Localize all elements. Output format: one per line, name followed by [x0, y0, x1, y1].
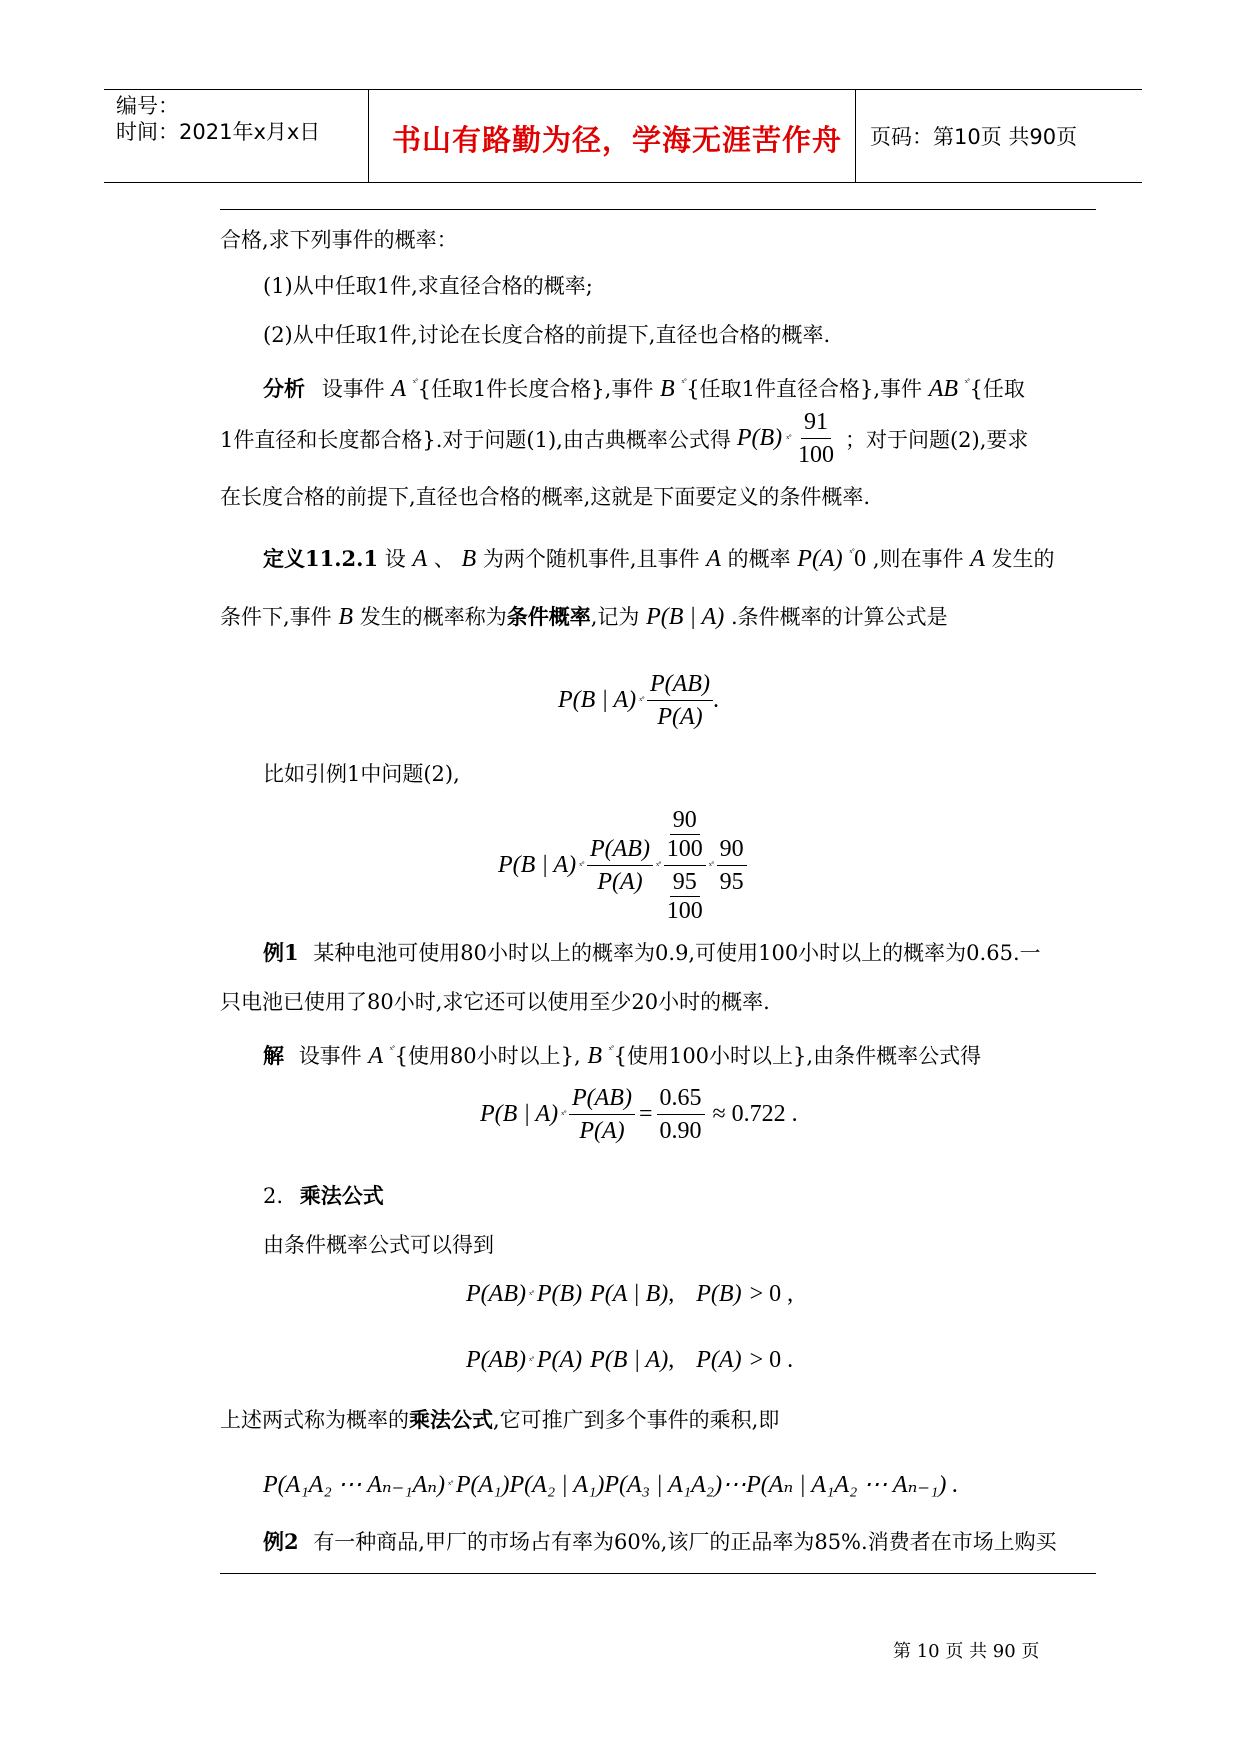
equal-glyph: ˣ˚ — [849, 547, 855, 559]
example-2-label: 例2 — [263, 1529, 299, 1554]
analysis-line-1 — [263, 369, 1025, 403]
math-PA: P(A) — [797, 546, 843, 572]
def2-text-4: .条件概率的计算公式是 — [730, 605, 948, 629]
mult-text-1: 上述两式称为概率的 — [220, 1408, 409, 1432]
equal-glyph: ˣ˚ — [708, 859, 714, 872]
definition-line-1 — [263, 539, 1055, 573]
comma: , — [668, 1281, 675, 1307]
content-top-rule — [220, 209, 1096, 210]
header-divider-left — [368, 89, 369, 182]
mult-explanation — [220, 1406, 779, 1434]
equal-glyph: ˣ˚ — [579, 859, 584, 872]
math-PAB: P(AB) — [466, 1347, 526, 1373]
example-1-label: 例1 — [263, 940, 299, 965]
term-multiplication-formula: 乘法公式 — [409, 1407, 493, 1432]
solution-label: 解 — [263, 1043, 284, 1068]
greater-than-zero: > 0 , — [749, 1281, 794, 1307]
compound-numerator — [664, 806, 706, 866]
event-B: B — [461, 546, 477, 572]
event-A: A — [412, 546, 428, 572]
math-PBgA: P(B | A) — [590, 1347, 669, 1373]
example-1-text: 某种电池可使用80小时以上的概率为0.9,可使用100小时以上的概率为0.65.一 — [313, 941, 1041, 965]
analysis-text-4: {任取 — [969, 377, 1025, 401]
header-bottom-rule — [104, 182, 1142, 183]
event-A: A — [368, 1043, 384, 1069]
def-text-4: 的概率 — [727, 547, 791, 571]
mult-text-2: ,它可推广到多个事件的乘积,即 — [493, 1408, 780, 1432]
analysis-line-3: 在长度合格的前提下,直径也合格的概率,这就是下面要定义的条件概率. — [220, 485, 871, 509]
fraction-065-090 — [657, 1084, 705, 1145]
math-PB: P(B) — [696, 1281, 742, 1307]
denominator: P(A) — [579, 1118, 625, 1144]
formula-chain — [263, 1470, 958, 1499]
compound-denominator — [664, 866, 706, 925]
event-A: A — [391, 376, 407, 402]
section-2-title: 乘法公式 — [299, 1183, 384, 1208]
section-2-heading — [263, 1182, 384, 1210]
math-PAgB: P(A | B) — [590, 1281, 669, 1307]
def-text-3: 为两个随机事件,且事件 — [482, 547, 700, 571]
example-2-line — [263, 1528, 1057, 1556]
denominator: 100 — [797, 442, 834, 468]
question-2: (2)从中任取1件,讨论在长度合格的前提下,直径也合格的概率. — [263, 323, 831, 347]
solution-line — [263, 1036, 981, 1070]
analysis-text-3: {任取1件直径合格},事件 — [686, 377, 922, 401]
body-line-1: 合格,求下列事件的概率： — [220, 228, 458, 252]
header-time-label: 时间：2021年x月x日 — [116, 120, 321, 144]
comma: , — [668, 1347, 675, 1373]
math-PBgA: P(B | A) — [498, 852, 577, 878]
math-PB: P(B) — [736, 425, 783, 451]
event-B: B — [587, 1043, 603, 1069]
example-2-text: 有一种商品,甲厂的市场占有率为60%,该厂的正品率为85%.消费者在市场上购买 — [313, 1530, 1057, 1554]
numerator: 91 — [801, 408, 831, 439]
formula-example — [498, 806, 747, 925]
analysis2-text-1: 1件直径和长度都合格}.对于问题(1),由古典概率公式得 — [220, 427, 731, 452]
math-PA: P(A) — [536, 1347, 583, 1373]
math-chain-lhs: P(A₁A₂ ⋯ Aₙ₋₁Aₙ) — [263, 1472, 446, 1498]
definition-line-2 — [220, 603, 948, 631]
approx-result: ≈ 0.722 . — [712, 1101, 798, 1127]
fraction-PAB-PA — [569, 1084, 635, 1145]
math-PBgA: P(B | A) — [480, 1101, 559, 1127]
numerator: P(AB) — [587, 835, 653, 866]
formula-conditional — [558, 670, 719, 731]
analysis-label: 分析 — [263, 376, 305, 401]
compound-fraction — [664, 806, 706, 925]
event-B: B — [660, 376, 675, 402]
denominator: P(A) — [597, 869, 643, 895]
fraction-90-95 — [717, 835, 747, 896]
analysis-text-1: 设事件 — [321, 377, 385, 401]
denominator: 100 — [666, 898, 703, 924]
equal-glyph: ˣ˚ — [412, 377, 418, 389]
fraction-91-100 — [795, 408, 837, 469]
denominator: 0.90 — [659, 1118, 702, 1144]
fraction-PAB-PA — [587, 835, 653, 896]
sol-text-1: 设事件 — [298, 1044, 362, 1068]
analysis2-text-2: ；对于问题(2),要求 — [844, 427, 1029, 452]
header-top-rule — [104, 89, 1142, 90]
equal-glyph: ˣ˚ — [608, 1044, 614, 1056]
def2-text-2: 发生的概率称为 — [359, 605, 507, 629]
denominator: 95 — [719, 869, 744, 895]
example-reference: 比如引例1中问题(2), — [263, 762, 460, 786]
header-number-label: 编号： — [116, 94, 179, 118]
numerator: 90 — [670, 806, 700, 835]
header-divider-right — [855, 89, 856, 182]
def2-text-1: 条件下,事件 — [220, 605, 332, 629]
equal-glyph: ˣ˚ — [964, 377, 970, 389]
fraction-PAB-PA — [647, 670, 713, 731]
section-2-number: 2. — [263, 1184, 284, 1208]
equal-glyph: ˣ˚ — [528, 1354, 534, 1367]
page-footer: 第 10 页 共 90 页 — [893, 1641, 1040, 1662]
equal-glyph: ˣ˚ — [655, 859, 661, 872]
analysis-line-2 — [220, 408, 1028, 469]
formula-solution — [480, 1084, 798, 1145]
equal-glyph: ˣ˚ — [639, 694, 644, 707]
denominator: 100 — [666, 836, 703, 862]
event-A: A — [970, 546, 985, 572]
math-chain-rhs: P(A₁)P(A₂ | A₁)P(A₃ | A₁A₂)⋯P(Aₙ | A₁A₂ ⋯ Aₙ₋₁) . — [455, 1472, 959, 1498]
def-text-2: 、 — [433, 547, 455, 571]
zero-value: 0 — [854, 546, 867, 572]
math-PB: P(B) — [536, 1281, 583, 1307]
analysis-text-2: {任取1件长度合格},事件 — [417, 377, 654, 401]
def-text-6: 发生的 — [991, 547, 1055, 571]
header-motto: 书山有路勤为径，学海无涯苦作舟 — [392, 123, 843, 157]
math-PA: P(A) — [696, 1347, 742, 1373]
sol-text-3: {使用100小时以上},由条件概率公式得 — [613, 1044, 982, 1068]
example-1-line-2: 只电池已使用了80小时,求它还可以使用至少20小时的概率. — [220, 990, 770, 1014]
equal-glyph: ˣ˚ — [528, 1288, 534, 1301]
greater-than-zero: > 0 . — [749, 1347, 794, 1373]
def2-text-3: ,记为 — [590, 605, 640, 629]
numerator: 95 — [670, 868, 700, 897]
numerator: 0.65 — [657, 1084, 705, 1115]
header-page-info: 页码：第10页 共90页 — [870, 125, 1078, 149]
formula-mult-2 — [466, 1347, 793, 1374]
denominator: P(A) — [657, 704, 703, 730]
math-PBgA: P(B | A) — [646, 604, 725, 630]
def-text-5: ,则在事件 — [872, 547, 964, 571]
equal-glyph: ˣ˚ — [448, 1478, 453, 1491]
term-conditional-probability: 条件概率 — [506, 604, 591, 629]
equal-glyph: ˣ˚ — [681, 377, 687, 389]
formula-mult-1 — [466, 1281, 793, 1308]
equal-glyph: ˣ˚ — [561, 1108, 566, 1121]
math-PAB: P(AB) — [466, 1281, 526, 1307]
question-1: (1)从中任取1件,求直径合格的概率; — [263, 274, 593, 298]
numerator: P(AB) — [647, 670, 713, 701]
numerator: 90 — [717, 835, 747, 866]
equal-glyph: ˣ˚ — [389, 1044, 395, 1056]
equal-glyph: ˣ˚ — [786, 432, 791, 445]
section-2-intro: 由条件概率公式可以得到 — [263, 1233, 494, 1257]
math-PBgA: P(B | A) — [558, 687, 637, 713]
example-1-line-1 — [263, 939, 1041, 967]
content-bottom-rule — [220, 1573, 1096, 1574]
numerator: P(AB) — [569, 1084, 635, 1115]
equals-sign: = — [638, 1101, 653, 1127]
event-AB: AB — [928, 376, 959, 402]
def-text-1: 设 — [384, 547, 406, 571]
sol-text-2: {使用80小时以上}, — [394, 1044, 581, 1068]
period: . — [712, 687, 719, 713]
event-B: B — [338, 604, 354, 630]
definition-label: 定义11.2.1 — [263, 546, 379, 571]
event-A: A — [706, 546, 721, 572]
